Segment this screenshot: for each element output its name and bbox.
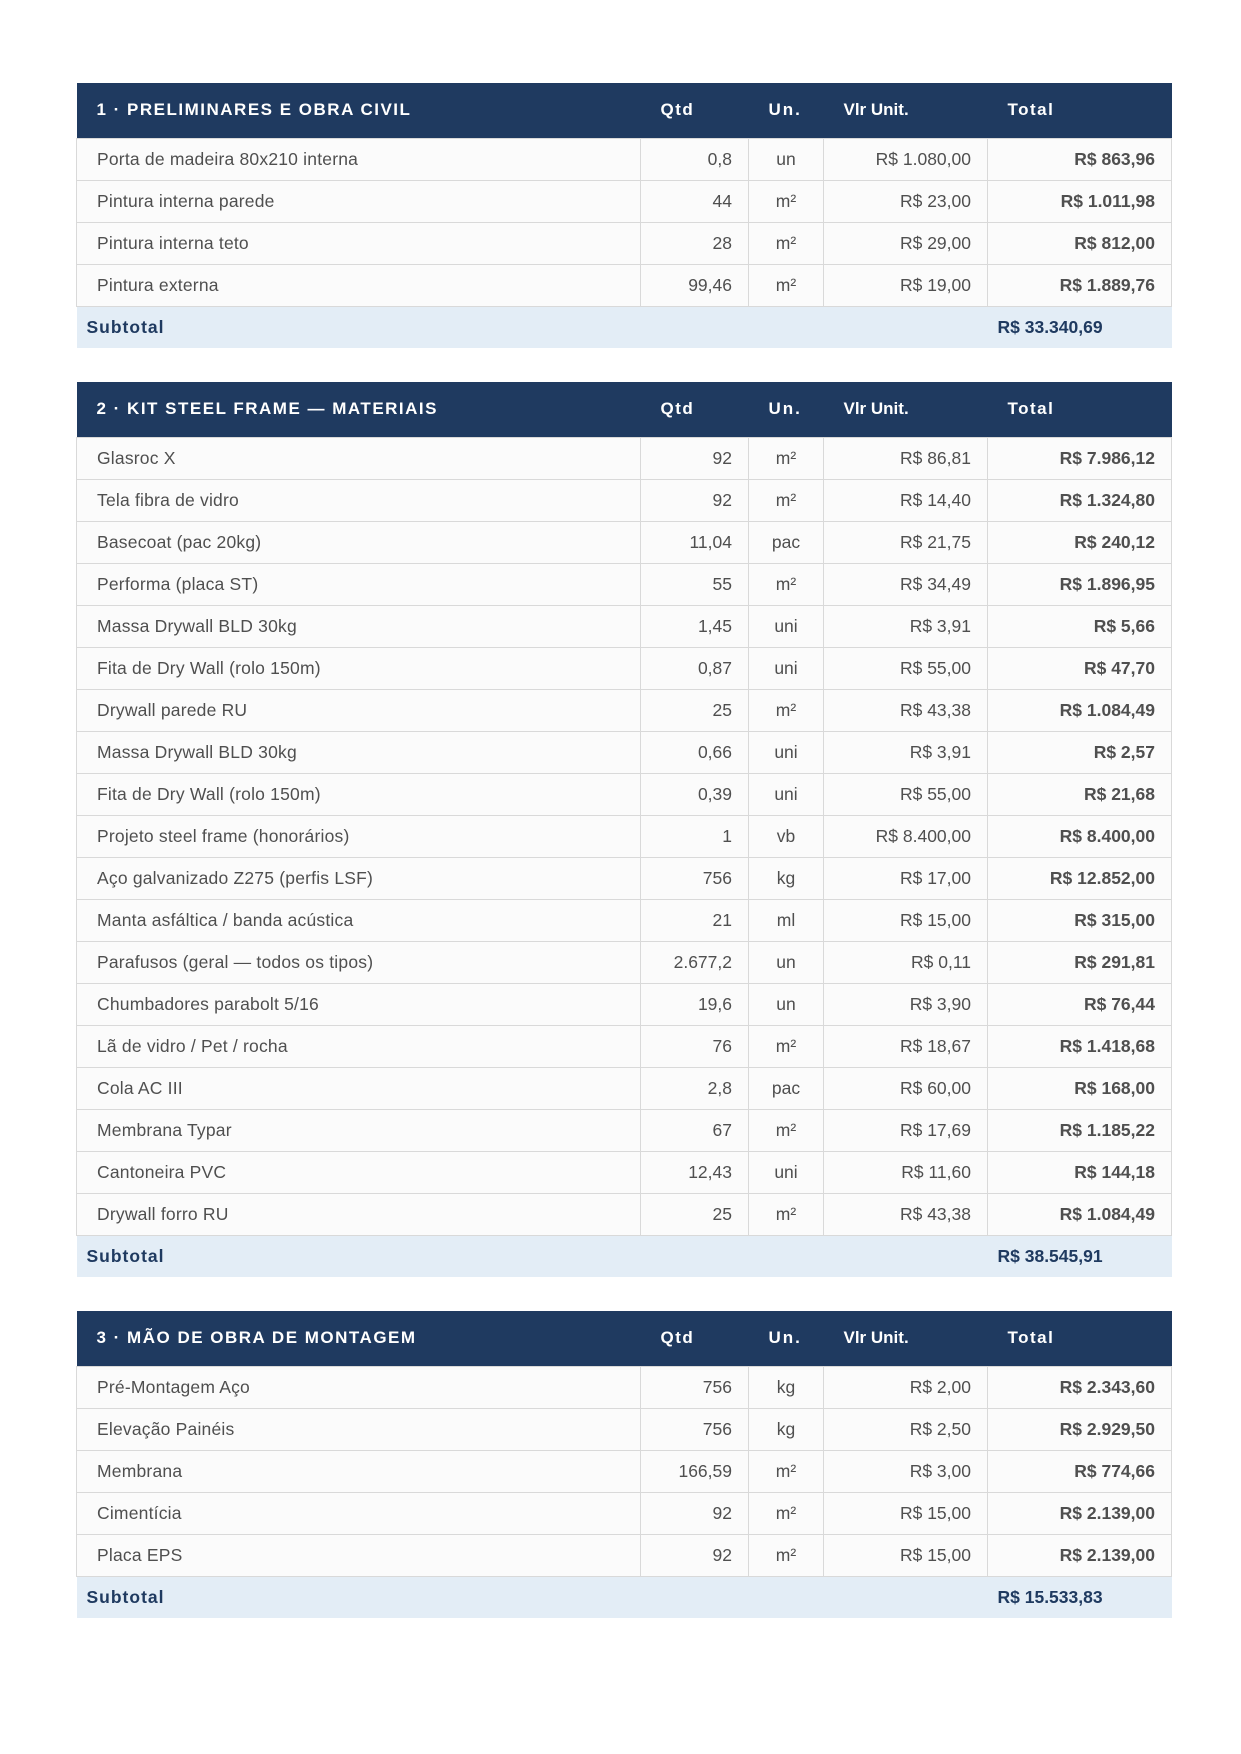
item-unit-price: R$ 34,49 [824, 563, 988, 605]
item-description: Projeto steel frame (honorários) [77, 815, 641, 857]
item-unit: m² [749, 1193, 824, 1235]
section-preliminares [76, 83, 1171, 348]
table-row [77, 437, 1172, 479]
table-row [77, 1534, 1172, 1576]
table-row [77, 1109, 1172, 1151]
item-total: R$ 774,66 [988, 1450, 1172, 1492]
item-description: Placa EPS [77, 1534, 641, 1576]
item-unit: m² [749, 689, 824, 731]
item-unit-price: R$ 60,00 [824, 1067, 988, 1109]
item-unit: un [749, 983, 824, 1025]
table-row [77, 731, 1172, 773]
item-quantity: 99,46 [641, 264, 749, 306]
header-total: Total [1007, 1328, 1055, 1348]
item-description: Fita de Dry Wall (rolo 150m) [77, 647, 641, 689]
item-description: Fita de Dry Wall (rolo 150m) [77, 773, 641, 815]
item-quantity: 55 [641, 563, 749, 605]
item-total: R$ 21,68 [988, 773, 1172, 815]
item-total: R$ 1.011,98 [988, 180, 1172, 222]
item-description: Membrana Typar [77, 1109, 641, 1151]
table-row [77, 689, 1172, 731]
item-unit: kg [749, 1366, 824, 1408]
item-quantity: 44 [641, 180, 749, 222]
header-unit: Un. [768, 1328, 802, 1348]
item-total: R$ 144,18 [988, 1151, 1172, 1193]
item-quantity: 21 [641, 899, 749, 941]
item-unit: m² [749, 264, 824, 306]
item-quantity: 1,45 [641, 605, 749, 647]
item-unit-price: R$ 18,67 [824, 1025, 988, 1067]
header-unit-price: Vlr Unit. [843, 1328, 909, 1348]
item-description: Pintura interna teto [77, 222, 641, 264]
item-unit-price: R$ 17,00 [824, 857, 988, 899]
item-quantity: 92 [641, 1492, 749, 1534]
budget-document [76, 83, 1171, 1652]
item-unit: ml [749, 899, 824, 941]
table-row [77, 1408, 1172, 1450]
item-description: Elevação Painéis [77, 1408, 641, 1450]
section-mao-de-obra [76, 1311, 1171, 1618]
item-quantity: 1 [641, 815, 749, 857]
item-unit: m² [749, 1109, 824, 1151]
item-unit: pac [749, 521, 824, 563]
header-qty: Qtd [660, 100, 695, 120]
item-description: Performa (placa ST) [77, 563, 641, 605]
item-unit-price: R$ 1.080,00 [824, 138, 988, 180]
item-unit-price: R$ 0,11 [824, 941, 988, 983]
item-description: Massa Drywall BLD 30kg [77, 605, 641, 647]
table-header-row [77, 382, 1172, 437]
item-description: Massa Drywall BLD 30kg [77, 731, 641, 773]
table-row [77, 1025, 1172, 1067]
item-unit-price: R$ 43,38 [824, 689, 988, 731]
table-row [77, 264, 1172, 306]
item-unit: m² [749, 1534, 824, 1576]
subtotal-row [77, 1235, 1172, 1277]
item-unit: m² [749, 222, 824, 264]
item-description: Glasroc X [77, 437, 641, 479]
item-quantity: 25 [641, 689, 749, 731]
table-header-row [77, 1311, 1172, 1366]
item-unit: m² [749, 1025, 824, 1067]
item-description: Parafusos (geral — todos os tipos) [77, 941, 641, 983]
header-qty: Qtd [660, 399, 695, 419]
table-row [77, 1067, 1172, 1109]
table-row [77, 815, 1172, 857]
item-unit-price: R$ 3,00 [824, 1450, 988, 1492]
header-total: Total [1007, 100, 1055, 120]
item-total: R$ 1.889,76 [988, 264, 1172, 306]
item-description: Cola AC III [77, 1067, 641, 1109]
item-unit: pac [749, 1067, 824, 1109]
item-quantity: 25 [641, 1193, 749, 1235]
header-unit: Un. [768, 100, 802, 120]
table-row [77, 941, 1172, 983]
item-description: Lã de vidro / Pet / rocha [77, 1025, 641, 1067]
item-quantity: 0,66 [641, 731, 749, 773]
section-title: 2 · KIT STEEL FRAME — MATERIAIS [96, 399, 438, 419]
item-quantity: 11,04 [641, 521, 749, 563]
item-unit-price: R$ 3,90 [824, 983, 988, 1025]
item-unit: un [749, 941, 824, 983]
section-title: 3 · MÃO DE OBRA DE MONTAGEM [96, 1328, 417, 1348]
subtotal-label: Subtotal [86, 1245, 165, 1266]
table-row [77, 180, 1172, 222]
item-unit-price: R$ 55,00 [824, 773, 988, 815]
item-quantity: 19,6 [641, 983, 749, 1025]
item-unit: kg [749, 857, 824, 899]
item-unit-price: R$ 17,69 [824, 1109, 988, 1151]
item-unit-price: R$ 3,91 [824, 605, 988, 647]
item-quantity: 92 [641, 479, 749, 521]
item-quantity: 2,8 [641, 1067, 749, 1109]
subtotal-value: R$ 33.340,69 [997, 316, 1103, 337]
item-total: R$ 1.896,95 [988, 563, 1172, 605]
section-kit-steel-frame [76, 382, 1171, 1277]
item-quantity: 2.677,2 [641, 941, 749, 983]
item-description: Cimentícia [77, 1492, 641, 1534]
item-unit-price: R$ 15,00 [824, 1492, 988, 1534]
item-unit-price: R$ 19,00 [824, 264, 988, 306]
item-quantity: 0,87 [641, 647, 749, 689]
item-total: R$ 2.139,00 [988, 1534, 1172, 1576]
item-description: Porta de madeira 80x210 interna [77, 138, 641, 180]
table-row [77, 563, 1172, 605]
table-row [77, 479, 1172, 521]
item-total: R$ 1.418,68 [988, 1025, 1172, 1067]
item-unit-price: R$ 3,91 [824, 731, 988, 773]
item-unit-price: R$ 8.400,00 [824, 815, 988, 857]
item-unit: uni [749, 605, 824, 647]
item-total: R$ 5,66 [988, 605, 1172, 647]
item-unit: uni [749, 1151, 824, 1193]
item-total: R$ 1.084,49 [988, 1193, 1172, 1235]
item-total: R$ 12.852,00 [988, 857, 1172, 899]
item-unit: uni [749, 731, 824, 773]
subtotal-row [77, 306, 1172, 348]
item-unit: m² [749, 437, 824, 479]
item-total: R$ 76,44 [988, 983, 1172, 1025]
item-unit: m² [749, 180, 824, 222]
item-unit: vb [749, 815, 824, 857]
item-total: R$ 168,00 [988, 1067, 1172, 1109]
item-quantity: 92 [641, 437, 749, 479]
item-unit-price: R$ 86,81 [824, 437, 988, 479]
table-row [77, 1492, 1172, 1534]
item-total: R$ 1.084,49 [988, 689, 1172, 731]
item-total: R$ 863,96 [988, 138, 1172, 180]
subtotal-value: R$ 15.533,83 [997, 1586, 1103, 1607]
item-description: Pré-Montagem Aço [77, 1366, 641, 1408]
item-description: Drywall forro RU [77, 1193, 641, 1235]
table-row [77, 647, 1172, 689]
item-quantity: 166,59 [641, 1450, 749, 1492]
subtotal-label: Subtotal [86, 1586, 165, 1607]
item-unit-price: R$ 23,00 [824, 180, 988, 222]
section-title: 1 · PRELIMINARES E OBRA CIVIL [96, 100, 412, 120]
item-quantity: 12,43 [641, 1151, 749, 1193]
table-row [77, 1193, 1172, 1235]
table-row [77, 1366, 1172, 1408]
item-unit-price: R$ 43,38 [824, 1193, 988, 1235]
item-total: R$ 8.400,00 [988, 815, 1172, 857]
header-unit-price: Vlr Unit. [843, 100, 909, 120]
table-row [77, 983, 1172, 1025]
item-quantity: 756 [641, 1366, 749, 1408]
item-unit: uni [749, 647, 824, 689]
item-total: R$ 315,00 [988, 899, 1172, 941]
table-row [77, 1450, 1172, 1492]
table-header-row [77, 83, 1172, 138]
item-unit-price: R$ 2,00 [824, 1366, 988, 1408]
item-total: R$ 2.343,60 [988, 1366, 1172, 1408]
item-unit: un [749, 138, 824, 180]
subtotal-row [77, 1576, 1172, 1618]
item-quantity: 756 [641, 857, 749, 899]
item-quantity: 92 [641, 1534, 749, 1576]
item-total: R$ 1.324,80 [988, 479, 1172, 521]
item-description: Chumbadores parabolt 5/16 [77, 983, 641, 1025]
table-row [77, 857, 1172, 899]
item-total: R$ 2,57 [988, 731, 1172, 773]
item-description: Basecoat (pac 20kg) [77, 521, 641, 563]
item-total: R$ 47,70 [988, 647, 1172, 689]
item-quantity: 0,39 [641, 773, 749, 815]
item-quantity: 76 [641, 1025, 749, 1067]
item-quantity: 28 [641, 222, 749, 264]
budget-table [76, 83, 1172, 348]
item-unit-price: R$ 55,00 [824, 647, 988, 689]
item-quantity: 0,8 [641, 138, 749, 180]
item-unit: uni [749, 773, 824, 815]
table-row [77, 521, 1172, 563]
header-total: Total [1007, 399, 1055, 419]
item-total: R$ 2.139,00 [988, 1492, 1172, 1534]
item-description: Pintura externa [77, 264, 641, 306]
item-description: Drywall parede RU [77, 689, 641, 731]
item-total: R$ 240,12 [988, 521, 1172, 563]
table-row [77, 899, 1172, 941]
item-unit: m² [749, 1450, 824, 1492]
budget-table [76, 1311, 1172, 1618]
table-row [77, 773, 1172, 815]
item-unit-price: R$ 15,00 [824, 899, 988, 941]
item-description: Tela fibra de vidro [77, 479, 641, 521]
budget-table [76, 382, 1172, 1277]
table-row [77, 605, 1172, 647]
subtotal-value: R$ 38.545,91 [997, 1245, 1103, 1266]
item-unit-price: R$ 21,75 [824, 521, 988, 563]
item-description: Aço galvanizado Z275 (perfis LSF) [77, 857, 641, 899]
item-total: R$ 7.986,12 [988, 437, 1172, 479]
table-row [77, 222, 1172, 264]
header-qty: Qtd [660, 1328, 695, 1348]
item-quantity: 67 [641, 1109, 749, 1151]
item-description: Cantoneira PVC [77, 1151, 641, 1193]
item-unit-price: R$ 11,60 [824, 1151, 988, 1193]
table-row [77, 138, 1172, 180]
item-unit-price: R$ 15,00 [824, 1534, 988, 1576]
item-description: Membrana [77, 1450, 641, 1492]
item-total: R$ 812,00 [988, 222, 1172, 264]
header-unit: Un. [768, 399, 802, 419]
item-total: R$ 291,81 [988, 941, 1172, 983]
table-row [77, 1151, 1172, 1193]
header-unit-price: Vlr Unit. [843, 399, 909, 419]
item-unit: m² [749, 479, 824, 521]
item-description: Pintura interna parede [77, 180, 641, 222]
item-quantity: 756 [641, 1408, 749, 1450]
item-total: R$ 1.185,22 [988, 1109, 1172, 1151]
item-unit-price: R$ 14,40 [824, 479, 988, 521]
item-total: R$ 2.929,50 [988, 1408, 1172, 1450]
item-unit: m² [749, 1492, 824, 1534]
item-unit: kg [749, 1408, 824, 1450]
item-unit-price: R$ 29,00 [824, 222, 988, 264]
item-unit: m² [749, 563, 824, 605]
subtotal-label: Subtotal [86, 316, 165, 337]
item-unit-price: R$ 2,50 [824, 1408, 988, 1450]
item-description: Manta asfáltica / banda acústica [77, 899, 641, 941]
